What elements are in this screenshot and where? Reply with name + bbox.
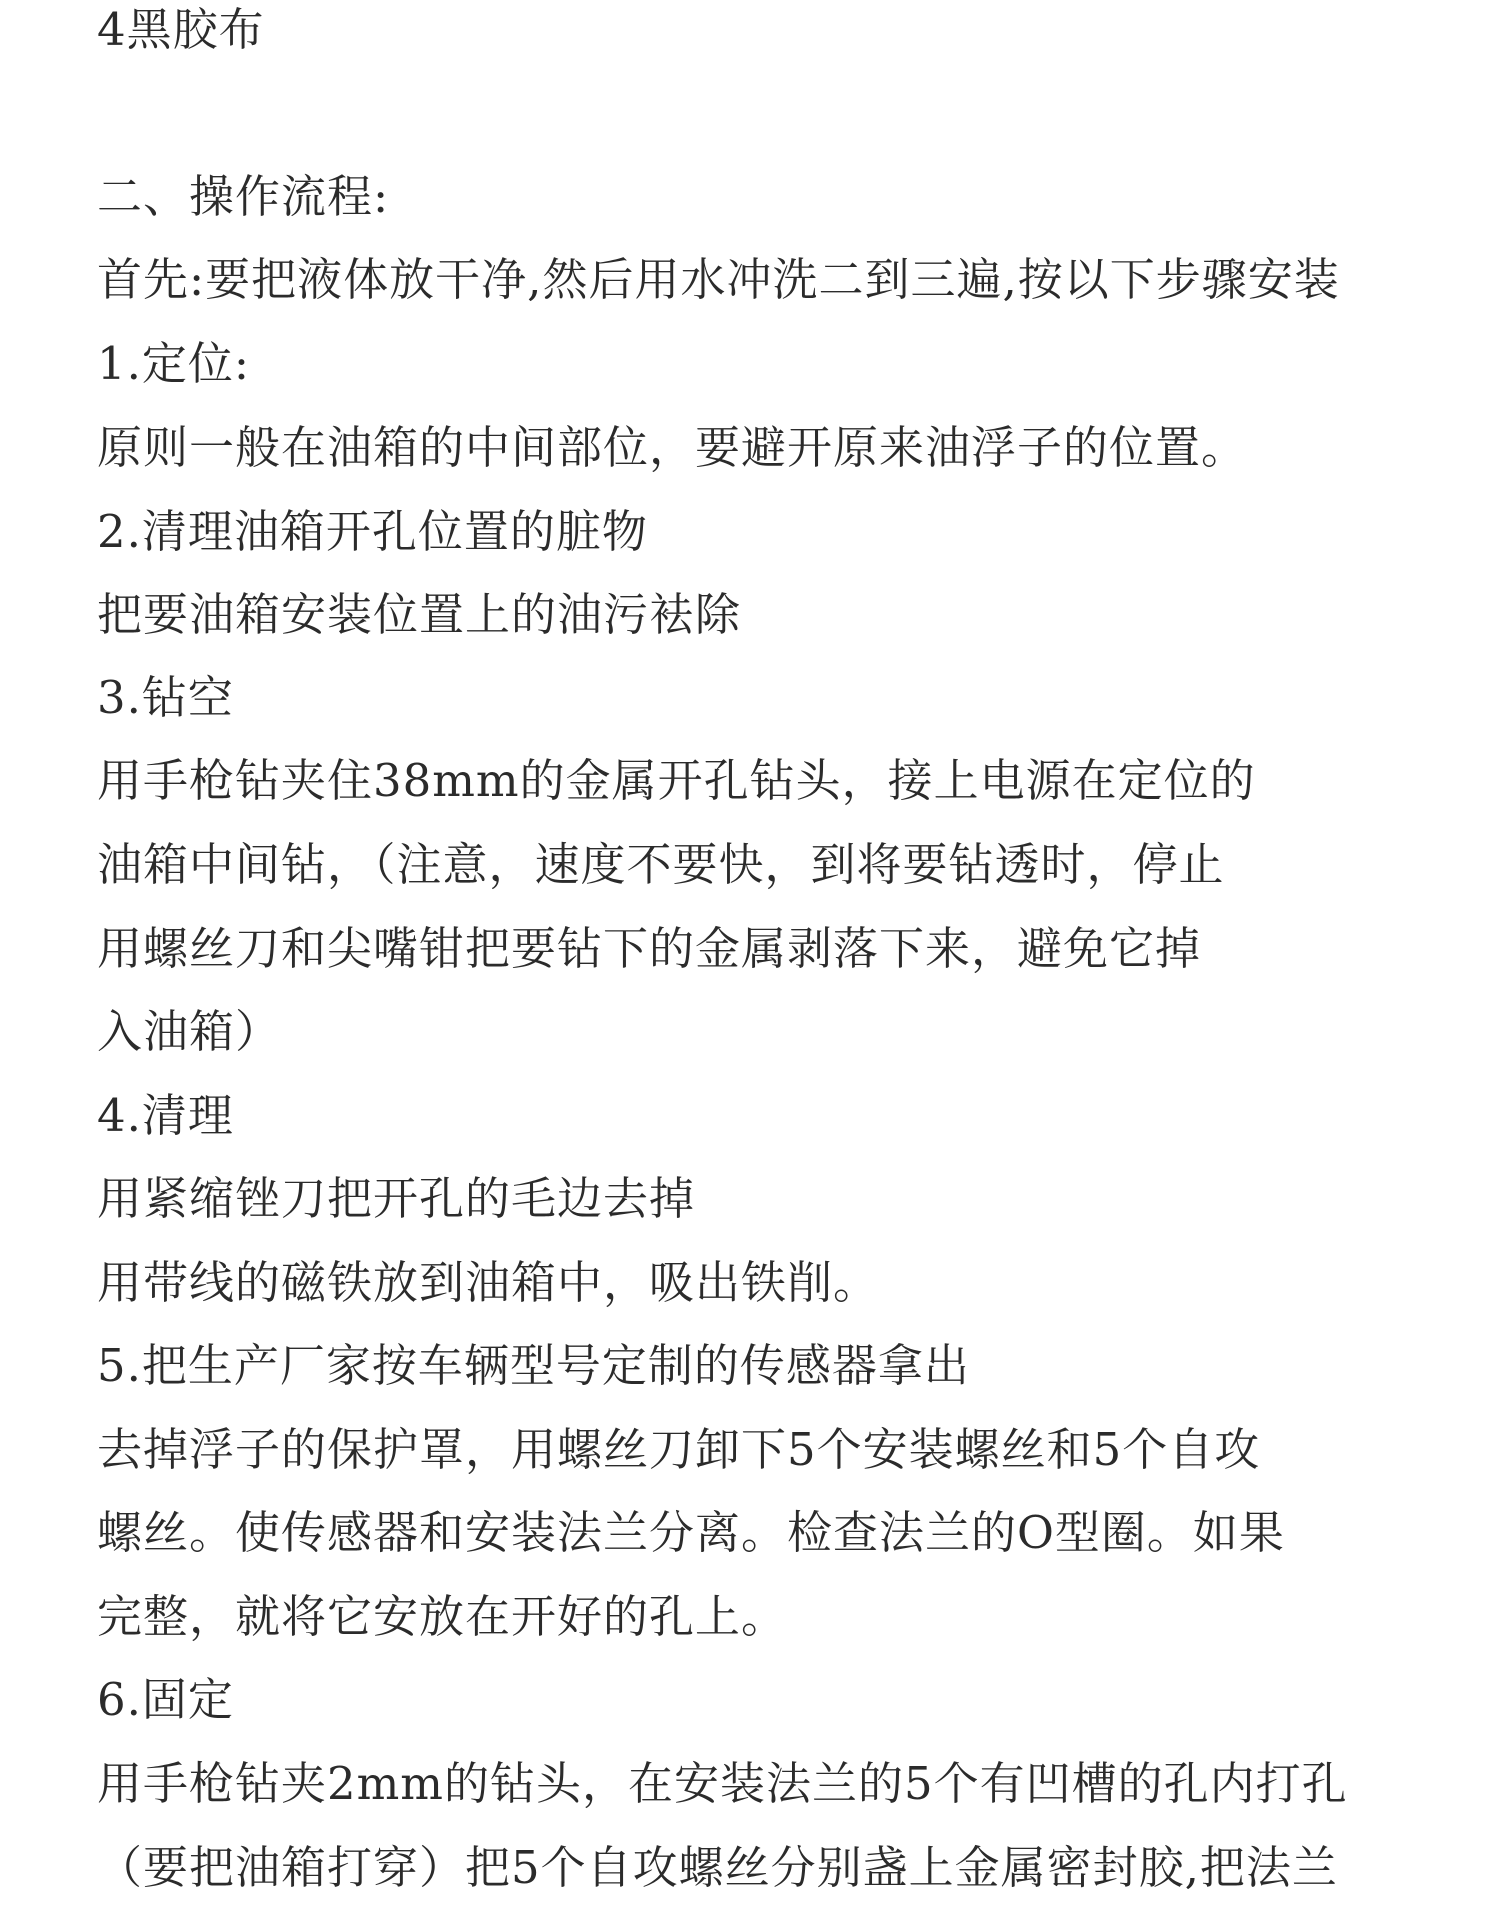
text-line-step5-body-3: 完整，就将它安放在开好的孔上。	[97, 1590, 788, 1643]
section-heading-operation-process: 二、操作流程:	[97, 170, 390, 223]
text-line-item4-black-tape: 4黑胶布	[97, 3, 265, 56]
step-heading-2: 2.清理油箱开孔位置的脏物	[97, 505, 648, 558]
text-line-intro: 首先:要把液体放干净,然后用水冲洗二到三遍,按以下步骤安装	[97, 253, 1340, 306]
text-line-step4-body-2: 用带线的磁铁放到油箱中，吸出铁削。	[97, 1256, 880, 1309]
text-line-step3-body-2: 油箱中间钻，（注意，速度不要快，到将要钻透时，停止	[97, 838, 1225, 891]
step-heading-1: 1.定位:	[97, 337, 251, 390]
text-line-step6-body-2: （要把油箱打穿）把5个自攻螺丝分别盏上金属密封胶,把法兰	[97, 1841, 1338, 1894]
text-line-step3-body-1: 用手枪钻夹住38mm的金属开孔钻头，接上电源在定位的	[97, 754, 1256, 807]
text-line-step3-body-4: 入油箱）	[97, 1005, 282, 1058]
step-heading-4: 4.清理	[97, 1089, 234, 1142]
text-line-step5-body-2: 螺丝。使传感器和安装法兰分离。检查法兰的O型圈。如果	[97, 1506, 1285, 1559]
step-heading-3: 3.钻空	[97, 671, 234, 724]
text-line-step3-body-3: 用螺丝刀和尖嘴钳把要钻下的金属剥落下来，避免它掉	[97, 922, 1202, 975]
text-line-step4-body-1: 用紧缩锉刀把开孔的毛边去掉	[97, 1172, 696, 1225]
step-heading-5: 5.把生产厂家按车辆型号定制的传感器拿出	[97, 1339, 970, 1392]
step-heading-6: 6.固定	[97, 1673, 234, 1726]
text-line-step6-body-1: 用手枪钻夹2mm的钻头，在安装法兰的5个有凹槽的孔内打孔	[97, 1757, 1348, 1810]
text-line-step1-body: 原则一般在油箱的中间部位，要避开原来油浮子的位置。	[97, 421, 1248, 474]
text-line-step5-body-1: 去掉浮子的保护罩，用螺丝刀卸下5个安装螺丝和5个自攻	[97, 1423, 1261, 1476]
text-line-step2-body: 把要油箱安装位置上的油污袪除	[97, 588, 742, 641]
